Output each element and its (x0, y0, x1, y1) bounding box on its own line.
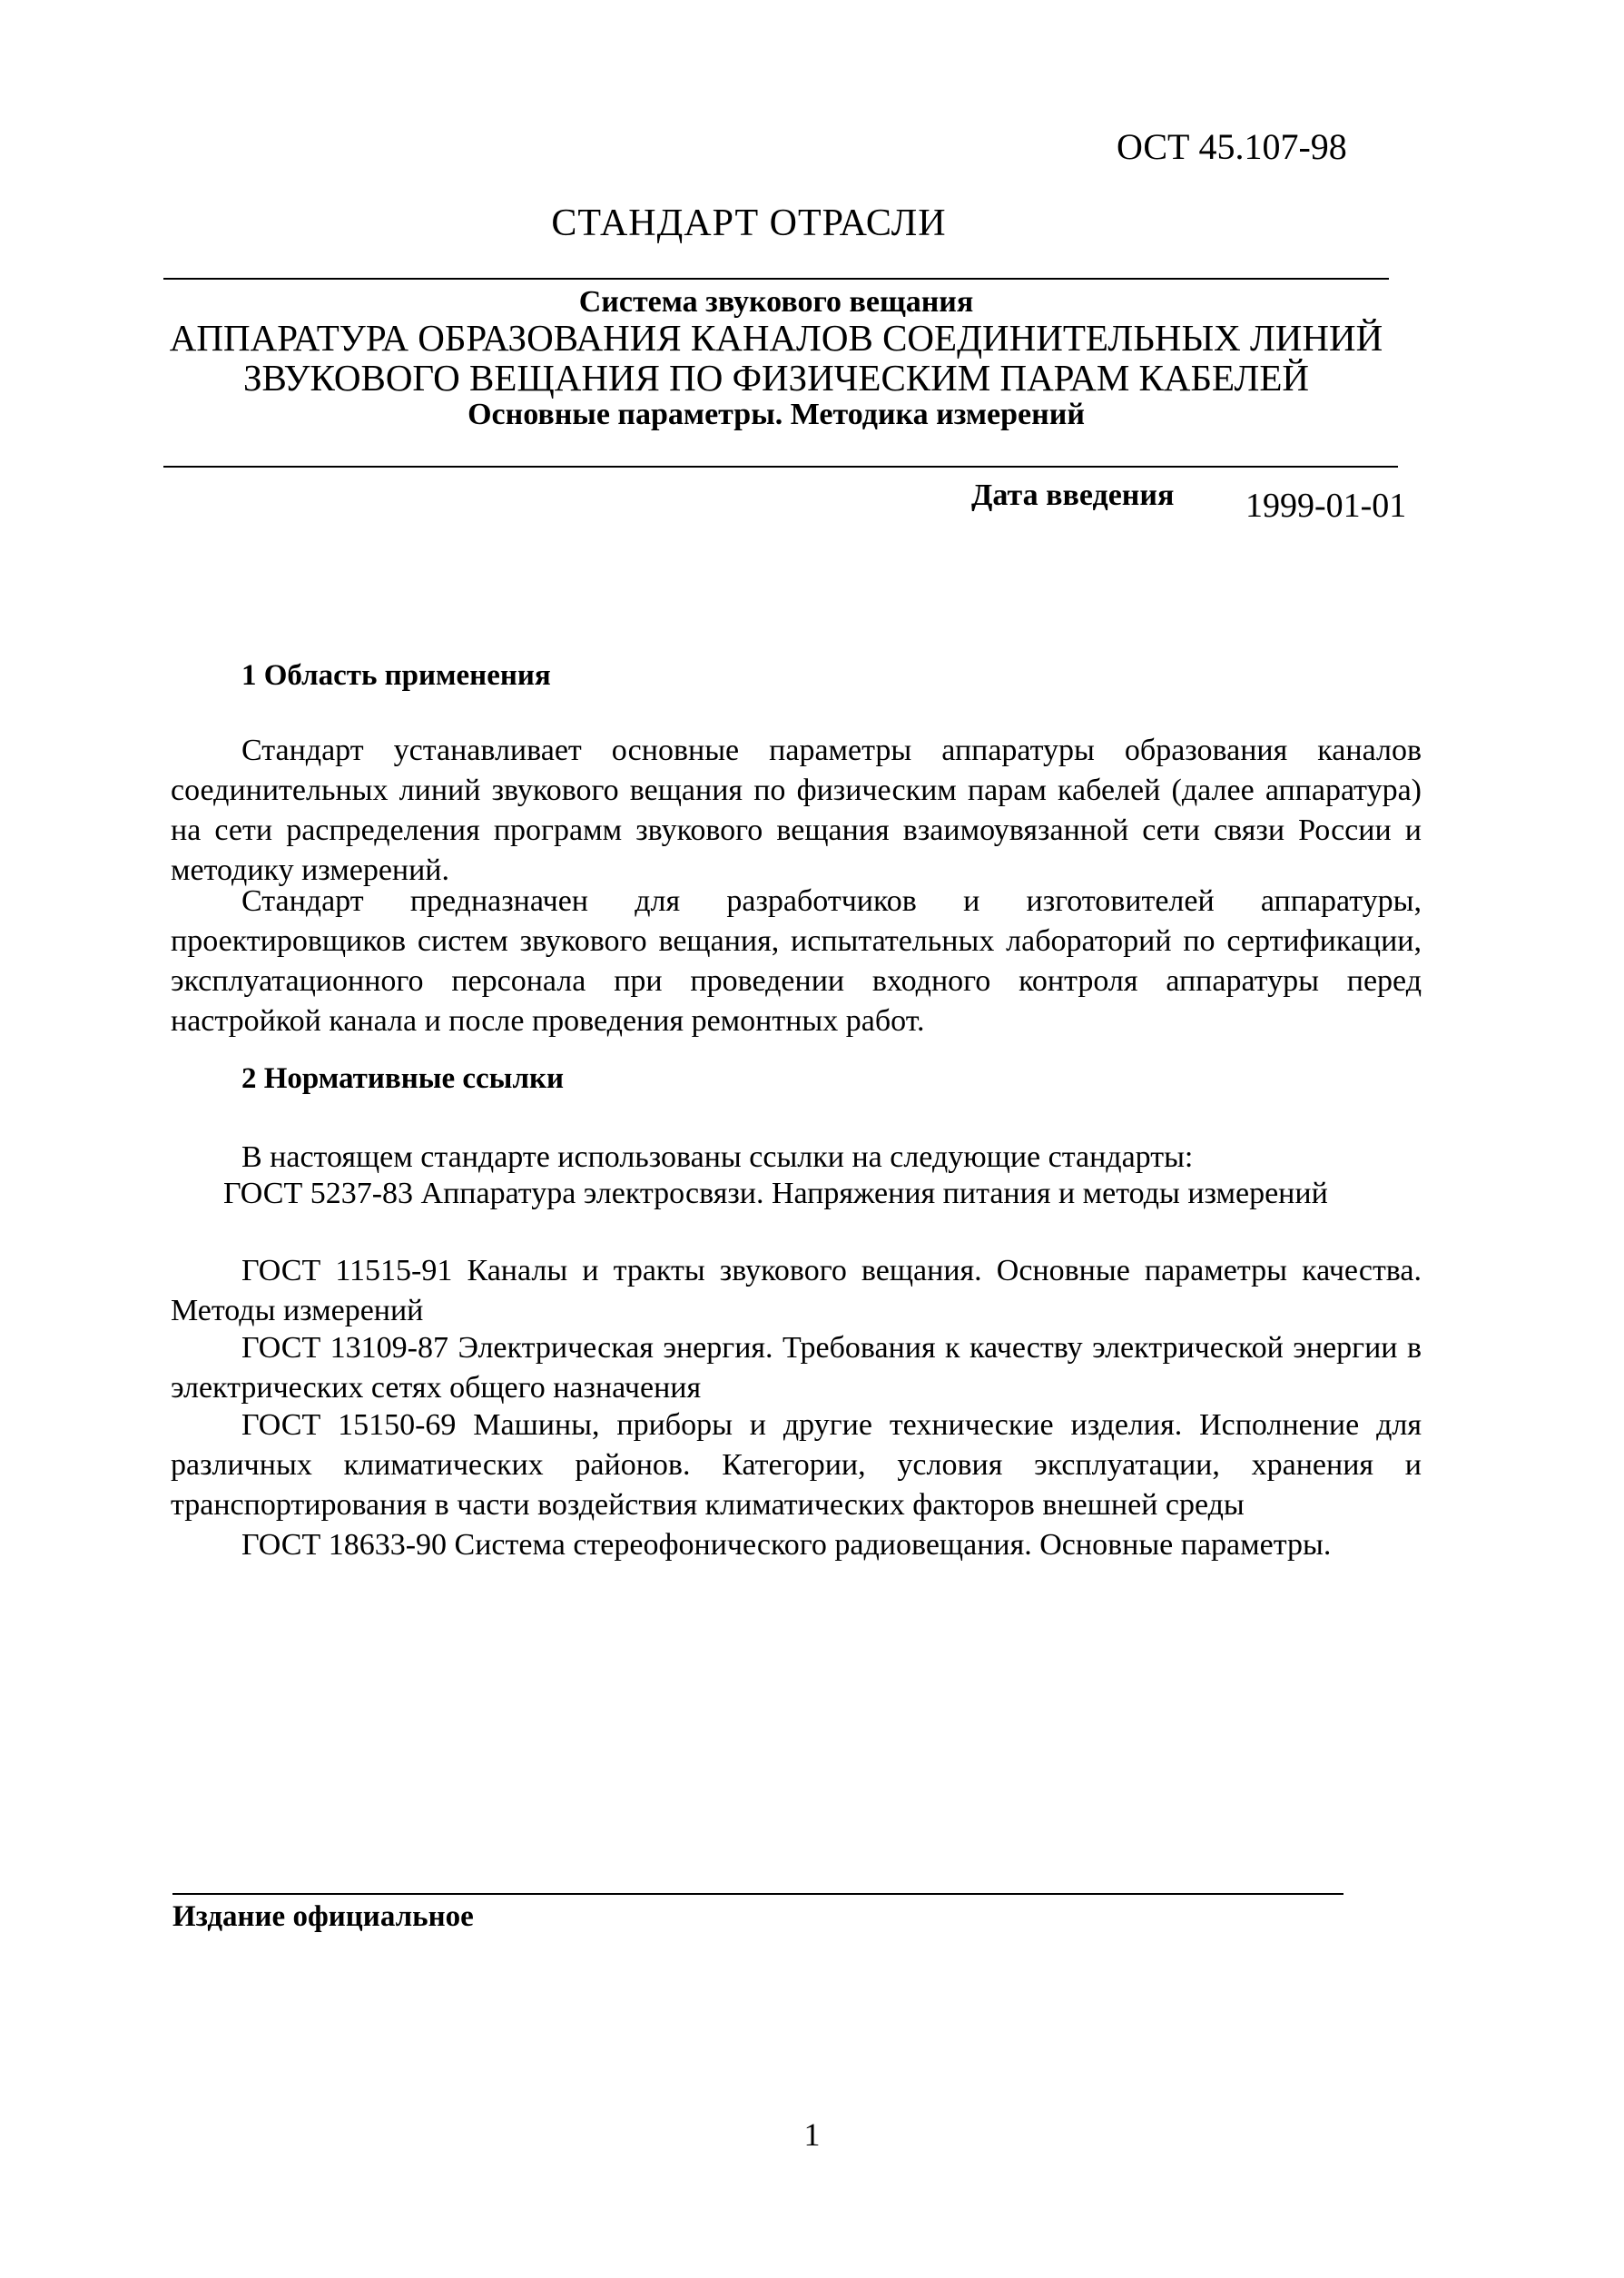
section-1-paragraph-1: Стандарт устанавливает основные параметры аппаратуры образования каналов соединительных линий звукового вещания по физическим парам кабелей (далее аппаратура) на сети распределения программ звукового вещания взаимоувязанной сети связи России и методику измерений. (171, 734, 1422, 887)
reference-item: ГОСТ 15150-69 Машины, приборы и другие технические изделия. Исполнение для различных климатических районов. Категории, условия эксплуатации, хранения и транспортирования в части воздействия климатических факторов внешней среды (171, 1408, 1422, 1522)
edition-label: Издание официальное (172, 1900, 474, 1933)
section-1-paragraph-2: Стандарт предназначен для разработчиков и изготовителей аппаратуры, проектировщиков систем звукового вещания, испытательных лабораторий по сертификации, эксплуатационного персонала при проведении входного контроля аппаратуры перед настройкой канала и после проведения ремонтных работ. (171, 884, 1422, 1038)
document-subtitle: Основные параметры. Методика измерений (468, 398, 1085, 431)
reference-item: ГОСТ 13109-87 Электрическая энергия. Требования к качеству электрической энергии в электрических сетях общего назначения (171, 1331, 1422, 1405)
page-number: 1 (803, 2116, 821, 2153)
document-title-line1: АППАРАТУРА ОБРАЗОВАНИЯ КАНАЛОВ СОЕДИНИТЕЛЬНЫХ ЛИНИЙ (169, 317, 1383, 359)
section-2-heading: 2 Нормативные ссылки (241, 1062, 564, 1095)
footer-divider (172, 1893, 1343, 1895)
title-divider (163, 466, 1398, 468)
system-name: Система звукового вещания (578, 285, 974, 319)
standard-code: ОСТ 45.107-98 (1117, 126, 1347, 167)
document-title-line2: ЗВУКОВОГО ВЕЩАНИЯ ПО ФИЗИЧЕСКИМ ПАРАМ КАБЕЛЕЙ (242, 357, 1310, 399)
references-intro: В настоящем стандарте использованы ссылки на следующие стандарты: (241, 1140, 1194, 1174)
date-value: 1999-01-01 (1245, 487, 1407, 525)
standard-type-title: СТАНДАРТ ОТРАСЛИ (551, 202, 947, 244)
section-1-heading: 1 Область применения (241, 659, 551, 692)
reference-item: ГОСТ 5237-83 Аппаратура электросвязи. Напряжения питания и методы измерений (223, 1177, 1328, 1210)
date-label: Дата введения (971, 478, 1175, 512)
reference-item: ГОСТ 18633-90 Система стереофонического радиовещания. Основные параметры. (241, 1528, 1332, 1562)
top-divider (163, 278, 1389, 280)
reference-item: ГОСТ 11515-91 Каналы и тракты звукового вещания. Основные параметры качества. Методы измерений (171, 1254, 1422, 1327)
